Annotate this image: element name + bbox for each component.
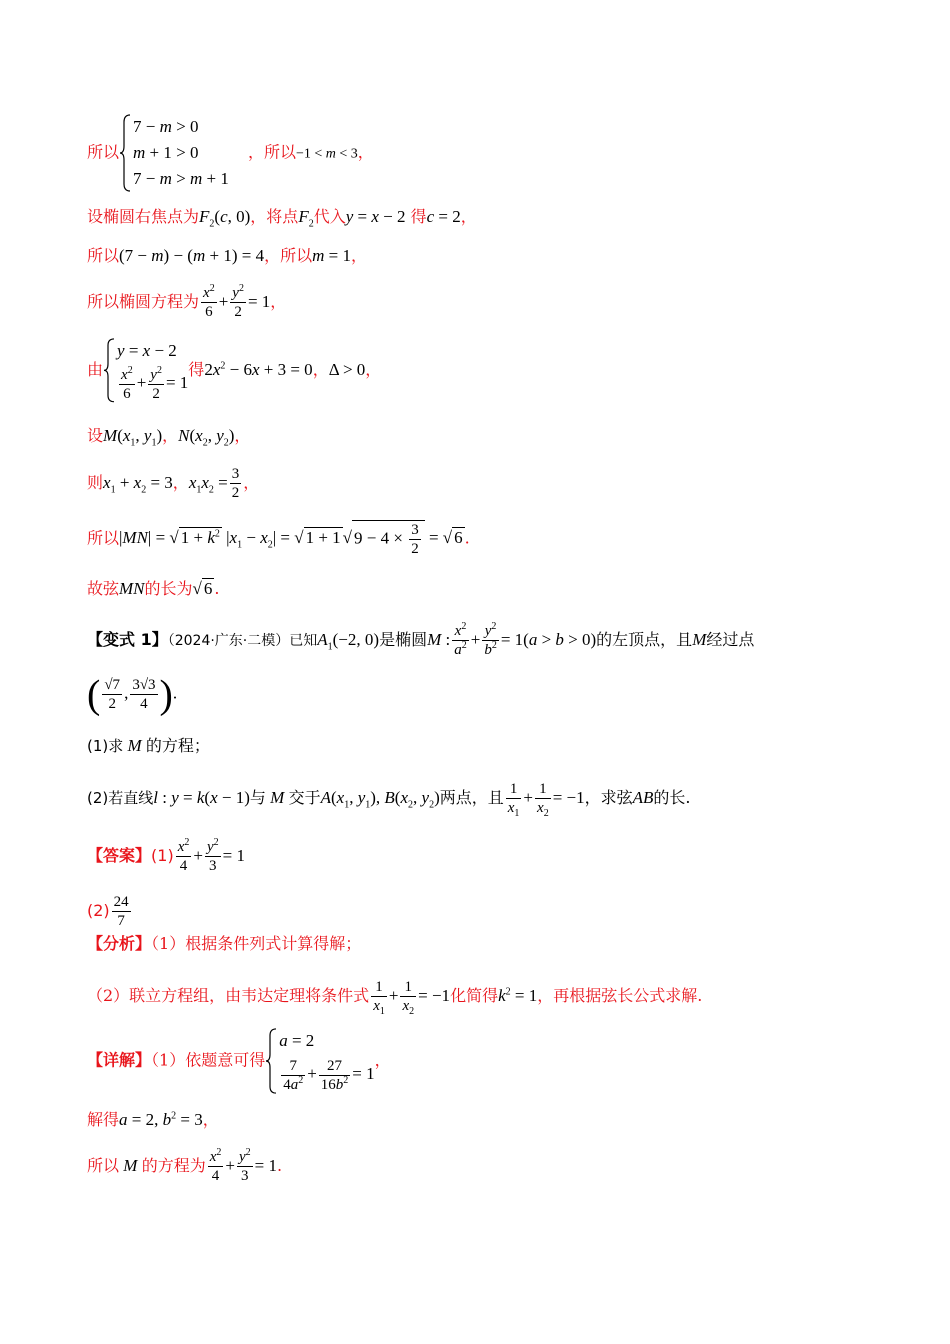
text: 所以 bbox=[87, 528, 120, 548]
text: ，将点 bbox=[250, 207, 299, 226]
text: （1）依题意可得 bbox=[151, 1050, 266, 1070]
text: （2）联立方程组，由韦达定理将条件式 bbox=[87, 986, 370, 1005]
text: 化简得 bbox=[450, 986, 499, 1005]
text: 的长为 bbox=[144, 579, 193, 598]
answer-label: 【答案】 bbox=[87, 846, 152, 865]
text: 的长. bbox=[653, 788, 691, 807]
final-line: 所以 M 的方程为 $\frac{x^2}{4}$ + $\frac{y^2}{3}$ = 1. bbox=[87, 1147, 283, 1184]
text: 交于 bbox=[288, 788, 321, 807]
line-5: 由 y = x − 2 $\frac{x^2}{6}$ + $\frac{y^2}{2}$ = 1 得$2x^2 - 6x + 3 = 0$，Δ > 0， bbox=[87, 338, 381, 403]
analysis-1 bbox=[87, 934, 361, 954]
text: 的方程为 bbox=[141, 1156, 206, 1175]
text: 的方程； bbox=[145, 736, 210, 755]
text: 所以 bbox=[87, 142, 120, 162]
text: 代入 bbox=[313, 207, 346, 226]
line-4: 所以椭圆方程为 $\frac{x^2}{6}$ + $\frac{y^2}{2}$ = 1， bbox=[87, 283, 287, 320]
text: 是椭圆 bbox=[379, 630, 428, 649]
text: 与 bbox=[249, 788, 266, 807]
question-2: (2)若直线l : y = k(x − 1)与 M 交于$A(x_1$, $y_1$), $B(x_2$, $y_2$)两点，且 $\frac{1}{x_1}$ + $\frac{1}{x_2}$ = −1，求弦AB的长. bbox=[87, 781, 691, 819]
variant-point: ( $\frac{√7}{2}$ , $\frac{3√3}{4}$ ). bbox=[87, 671, 178, 717]
variant-source: （2024·广东·二模）已知 bbox=[167, 633, 318, 649]
question-1: (1)求 M 的方程； bbox=[87, 736, 210, 755]
analysis-label: 【分析】 bbox=[87, 934, 152, 953]
text: (1)求 bbox=[87, 737, 124, 755]
answer-1: 【答案】(1) $\frac{x^2}{4}$ + $\frac{y^2}{3}$ = 1 bbox=[87, 837, 245, 874]
answer-2: (2) $\frac{24}{7}$ bbox=[87, 894, 129, 929]
line-9: 故弦MN的长为√ 6 . bbox=[87, 579, 220, 598]
analysis-2: （2）联立方程组，由韦达定理将条件式 $\frac{1}{x_1}$ + $\frac{1}{x_2}$ = −1化简得$k^2 = 1$，再根据弦长公式求解. bbox=[87, 979, 703, 1017]
text: ，所以 bbox=[247, 142, 296, 162]
text: 所以 bbox=[87, 1156, 120, 1175]
text: ，求弦 bbox=[584, 788, 633, 807]
text: 得 bbox=[410, 207, 427, 226]
brace-icon bbox=[103, 338, 115, 403]
text: 设 bbox=[87, 426, 104, 445]
line-3: 所以(7 − m) − (m + 1) = 4，所以m = 1， bbox=[87, 246, 367, 265]
detail-label: 【详解】 bbox=[87, 1050, 152, 1070]
text: （1）根据条件列式计算得解； bbox=[151, 934, 362, 953]
text: 经过点 bbox=[706, 630, 755, 649]
brace-icon bbox=[119, 114, 131, 192]
variant-label: 【变式 1】 bbox=[87, 630, 168, 649]
text: 则 bbox=[87, 473, 104, 492]
fraction: $\frac{x^2}{6}$ bbox=[203, 283, 215, 320]
variant-problem: 【变式 1】（2024·广东·二模）已知$A_1(-2$, 0)是椭圆M : $\frac{x^2}{a^2}$ + $\frac{y^2}{b^2}$ = 1(a > b > 0)的左顶点，且M经过点 bbox=[87, 621, 755, 658]
line-7: 则$x_1 + x_2 = 3$，$x_1x_2$ = $\frac{3}{2}$ ， bbox=[87, 466, 260, 501]
text: (1) bbox=[151, 846, 174, 865]
text: 由 bbox=[87, 359, 104, 379]
equation-system: y = x − 2 $\frac{x^2}{6}$ + $\frac{y^2}{2}$ = 1 bbox=[103, 338, 188, 403]
text: 两点，且 bbox=[439, 788, 504, 807]
text: ，所以 bbox=[264, 246, 313, 265]
text: 所以椭圆方程为 bbox=[87, 292, 200, 311]
text: 得 bbox=[188, 359, 205, 379]
text: 解得 bbox=[87, 1110, 120, 1129]
fraction: $\frac{y^2}{2}$ bbox=[232, 283, 244, 320]
line-2: 设椭圆右焦点为$F_2(c$, 0)，将点$F_2$代入y = x − 2 得c = 2， bbox=[87, 207, 477, 230]
brace-icon bbox=[265, 1028, 277, 1094]
text: 所以 bbox=[87, 246, 120, 265]
inequality-system: 7 − m > 0 m + 1 > 0 7 − m > m + 1 bbox=[119, 114, 229, 192]
text: 设椭圆右焦点为 bbox=[87, 207, 200, 226]
text: 的左顶点，且 bbox=[596, 630, 693, 649]
text: 故弦 bbox=[87, 579, 120, 598]
detail-1: 【详解】（1）依题意可得 a = 2 $\frac{7}{4a^2}$ + $\frac{27}{16b^2}$ = 1 ， bbox=[87, 1028, 391, 1094]
line-1: 所以 7 − m > 0 m + 1 > 0 7 − m > m + 1 ，所以−1 < m < 3， bbox=[87, 114, 374, 192]
text: (2)若直线 bbox=[87, 789, 154, 807]
solve-line: 解得a = 2, $b^2 = 3$， bbox=[87, 1110, 219, 1129]
line-8: 所以|MN| = √ $1 + k^2$ $|x_1 - x_2|$ = √ 1 + 1 √ 9 − 4 × $\frac{3}{2}$ = √ 6 . bbox=[87, 522, 470, 557]
text: (2) bbox=[87, 901, 110, 920]
text: ，再根据弦长公式求解. bbox=[537, 986, 703, 1005]
equation-system: a = 2 $\frac{7}{4a^2}$ + $\frac{27}{16b^2}$ = 1 bbox=[265, 1028, 374, 1094]
line-6: 设$M(x_1$, $y_1$)，$N(x_2$, $y_2$)， bbox=[87, 426, 251, 449]
